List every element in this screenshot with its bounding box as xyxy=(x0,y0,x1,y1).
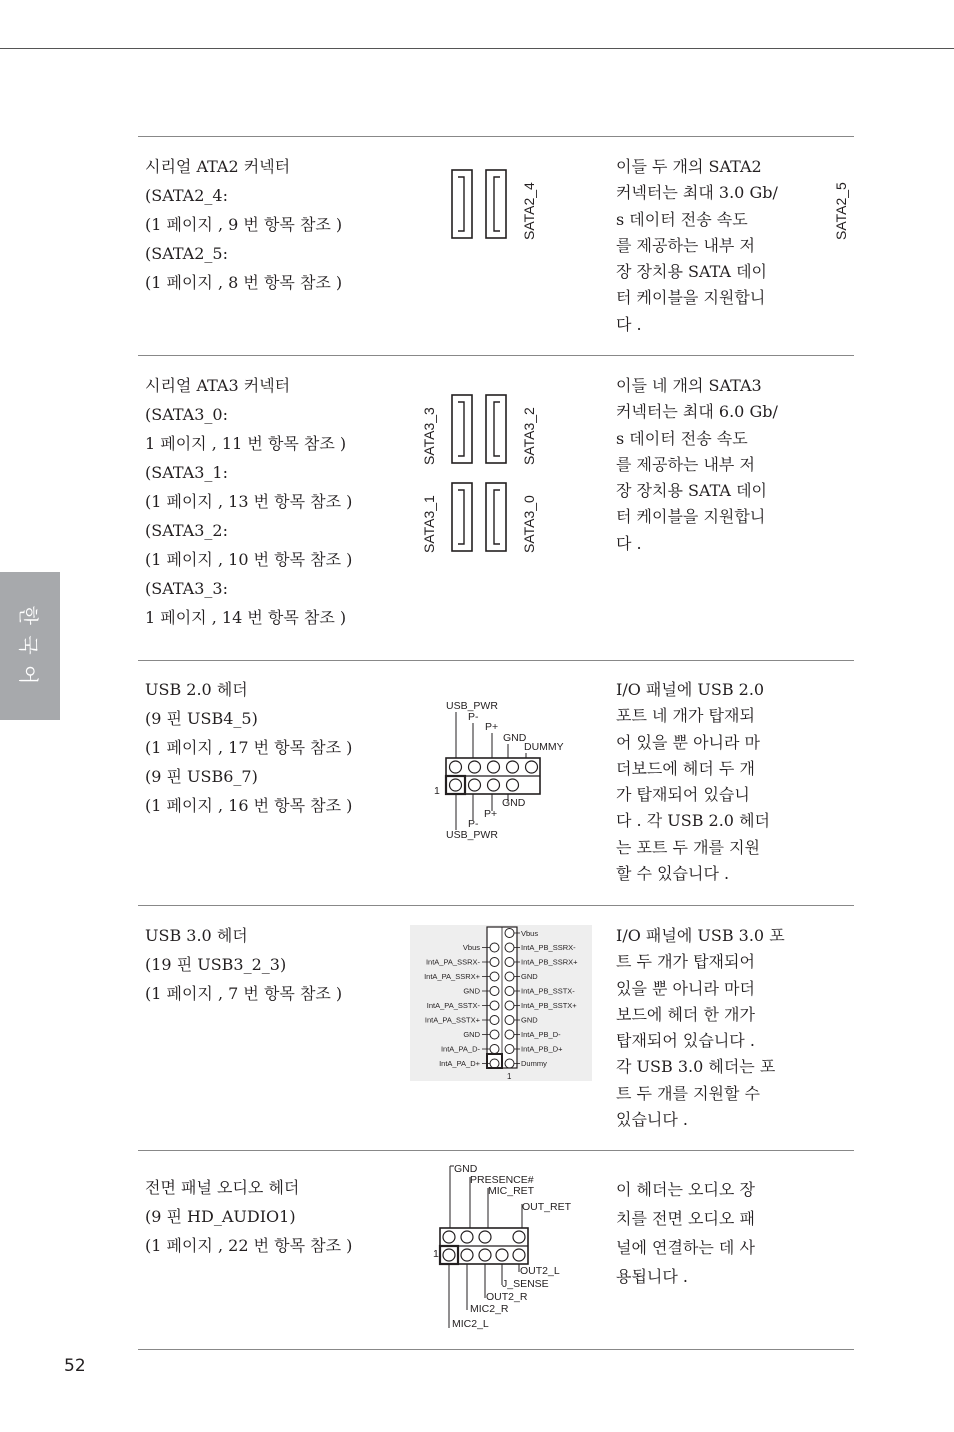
explanation-line: 더보드에 헤더 두 개 xyxy=(616,758,755,778)
description-line: 시리얼 ATA3 커넥터 xyxy=(145,376,291,395)
description-line: (19 핀 USB3_2_3) xyxy=(145,955,287,974)
sata-port-icon xyxy=(486,483,506,551)
sata-port-icon xyxy=(452,395,472,463)
sata3-connector-diagram xyxy=(412,385,542,560)
description-line: (1 페이지 , 13 번 항목 참조 ) xyxy=(145,492,353,511)
connector-label: SATA2_5 xyxy=(833,182,849,240)
connector-label: SATA3_0 xyxy=(521,495,537,553)
description-line: USB 3.0 헤더 xyxy=(145,926,248,945)
explanation-line: 탑재되어 있습니다 . xyxy=(616,1031,755,1051)
description-line: (SATA2_5: xyxy=(145,244,228,263)
pin-label: IntA_PA_SSRX- xyxy=(425,957,480,967)
pin-label: MIC2_R xyxy=(470,1303,509,1315)
explanation-line: 이들 두 개의 SATA2 xyxy=(616,157,762,176)
description-line: (1 페이지 , 9 번 항목 참조 ) xyxy=(145,215,343,234)
pin-label: IntA_PB_SSTX+ xyxy=(521,1001,577,1010)
explanation-line: 이 헤더는 오디오 장 xyxy=(616,1180,755,1199)
explanation-line: 커넥터는 최대 3.0 Gb/ xyxy=(616,183,778,203)
pin-label: GND xyxy=(521,1015,538,1025)
sata-port-icon xyxy=(452,483,472,551)
description-line: (1 페이지 , 17 번 항목 참조 ) xyxy=(145,738,353,757)
pin-label: IntA_PA_D- xyxy=(440,1044,480,1054)
explanation-line: 다 . xyxy=(616,533,642,553)
explanation-line: 다 . xyxy=(616,314,642,334)
pin-label: IntA_PB_SSRX+ xyxy=(521,957,578,967)
description-line: USB 2.0 헤더 xyxy=(145,680,248,699)
sata-port-icon xyxy=(486,170,506,238)
pin-label: IntA_PB_D- xyxy=(521,1030,561,1039)
explanation-line: 터 케이블을 지원합니 xyxy=(616,507,766,527)
pin-label: P+ xyxy=(484,808,498,820)
pin-label: IntA_PB_D+ xyxy=(521,1044,563,1054)
explanation-line: 를 제공하는 내부 저 xyxy=(616,454,755,474)
pin-label: P- xyxy=(468,818,479,830)
explanation-line: 트 두 개를 지원할 수 xyxy=(616,1083,760,1103)
explanation-line: 포트 네 개가 탑재되 xyxy=(616,706,755,726)
explanation-line: 가 탑재되어 있습니 xyxy=(616,785,750,805)
connector-label: SATA2_4 xyxy=(521,182,537,240)
divider xyxy=(138,660,854,661)
section-explanation xyxy=(616,373,801,557)
usb2-header-diagram xyxy=(420,695,580,845)
description-line: (SATA3_1: xyxy=(145,463,228,482)
section-description xyxy=(145,371,405,632)
explanation-line: 커넥터는 최대 6.0 Gb/ xyxy=(616,402,778,422)
description-line: (SATA2_4: xyxy=(145,186,228,205)
sata-port-icon xyxy=(452,170,472,238)
explanation-line: 할 수 있습니다 . xyxy=(616,864,730,884)
pin-label: Vbus xyxy=(521,929,539,938)
explanation-line: 장 장치용 SATA 데이 xyxy=(616,481,767,501)
description-line: (SATA3_2: xyxy=(145,521,228,540)
top-rule xyxy=(0,48,954,49)
explanation-line: 있을 뿐 아니라 마더 xyxy=(616,978,755,998)
pin-label: GND xyxy=(503,732,527,744)
pin-label: OUT2_R xyxy=(486,1291,528,1303)
explanation-line: s 데이터 전송 속도 xyxy=(616,428,748,448)
hd-audio-header-diagram xyxy=(430,1160,580,1335)
page-number: 52 xyxy=(64,1356,86,1376)
side-tab-label: 한 국 어 xyxy=(16,605,41,687)
section-explanation xyxy=(616,154,801,338)
explanation-line: 는 포트 두 개를 지원 xyxy=(616,837,760,857)
section-description xyxy=(145,152,405,297)
divider xyxy=(138,355,854,356)
description-line: 전면 패널 오디오 헤더 xyxy=(145,1178,300,1197)
divider xyxy=(138,136,854,137)
description-line: 1 페이지 , 11 번 항목 참조 ) xyxy=(145,434,347,453)
pin-label: GND xyxy=(521,972,538,981)
connector-label: SATA3_1 xyxy=(421,495,437,553)
pin-label: P+ xyxy=(485,721,499,733)
description-line: (SATA3_3: xyxy=(145,579,228,598)
explanation-line: 다 . 각 USB 2.0 헤더 xyxy=(616,811,770,831)
pin-label: IntA_PA_SSTX+ xyxy=(424,1015,480,1025)
explanation-line: 를 제공하는 내부 저 xyxy=(616,235,755,255)
explanation-line: 용됩니다 . xyxy=(616,1267,688,1286)
description-line: (1 페이지 , 10 번 항목 참조 ) xyxy=(145,550,353,569)
explanation-line: s 데이터 전송 속도 xyxy=(616,209,748,229)
pin1-label: 1 xyxy=(434,785,440,797)
pin-label: USB_PWR xyxy=(446,700,498,712)
pin-label: J_SENSE xyxy=(502,1278,549,1290)
description-line: (9 핀 HD_AUDIO1) xyxy=(145,1207,296,1226)
section-description xyxy=(145,921,405,1008)
description-line: (9 핀 USB6_7) xyxy=(145,767,258,786)
pin-label: Vbus xyxy=(462,943,480,952)
pin-label: GND xyxy=(463,986,480,996)
pin-label: GND xyxy=(502,797,526,809)
pin1-label: 1 xyxy=(433,1248,439,1260)
connector-label: SATA3_3 xyxy=(421,407,437,465)
connector-label: SATA3_2 xyxy=(521,407,537,465)
pin-label: MIC2_L xyxy=(452,1318,489,1330)
pin-label: OUT_RET xyxy=(522,1201,572,1213)
section-explanation xyxy=(616,1175,801,1291)
pin-label: PRESENCE# xyxy=(470,1174,534,1186)
explanation-line: 각 USB 3.0 헤더는 포 xyxy=(616,1057,776,1077)
description-line: (1 페이지 , 22 번 항목 참조 ) xyxy=(145,1236,353,1255)
description-line: (1 페이지 , 16 번 항목 참조 ) xyxy=(145,796,353,815)
explanation-line: 트 두 개가 탑재되어 xyxy=(616,952,755,972)
section-explanation xyxy=(616,923,801,1133)
pin-label: IntA_PB_SSRX- xyxy=(521,943,576,952)
pin-label: IntA_PA_SSRX+ xyxy=(424,972,480,981)
description-line: 시리얼 ATA2 커넥터 xyxy=(145,157,291,176)
description-line: (1 페이지 , 7 번 항목 참조 ) xyxy=(145,984,343,1003)
explanation-line: I/O 패널에 USB 2.0 xyxy=(616,680,765,699)
explanation-line: 널에 연결하는 데 사 xyxy=(616,1238,755,1257)
explanation-line: 있습니다 . xyxy=(616,1110,688,1130)
explanation-line: 치를 전면 오디오 패 xyxy=(616,1209,755,1228)
pin-label: OUT2_L xyxy=(520,1265,560,1277)
explanation-line: 이들 네 개의 SATA3 xyxy=(616,376,762,395)
description-line: (1 페이지 , 8 번 항목 참조 ) xyxy=(145,273,343,292)
description-line: (SATA3_0: xyxy=(145,405,228,424)
pin-label: IntA_PB_SSTX- xyxy=(521,986,575,996)
pin-label: Dummy xyxy=(521,1059,547,1068)
explanation-line: I/O 패널에 USB 3.0 포 xyxy=(616,926,785,945)
divider xyxy=(138,905,854,906)
divider xyxy=(138,1349,854,1350)
section-description xyxy=(145,1173,405,1260)
description-line: (9 핀 USB4_5) xyxy=(145,709,258,728)
pin-label: P- xyxy=(468,711,479,723)
language-side-tab xyxy=(0,572,60,720)
sata-port-icon xyxy=(486,395,506,463)
pin-label: IntA_PA_D+ xyxy=(439,1059,480,1068)
explanation-line: 터 케이블을 지원합니 xyxy=(616,288,766,308)
description-line: 1 페이지 , 14 번 항목 참조 ) xyxy=(145,608,347,627)
pin-label: USB_PWR xyxy=(446,829,498,841)
pin-label: DUMMY xyxy=(524,741,564,753)
pin-label: GND xyxy=(454,1163,478,1175)
explanation-line: 어 있을 뿐 아니라 마 xyxy=(616,732,760,752)
explanation-line: 보드에 헤더 한 개가 xyxy=(616,1004,755,1024)
pin1-label: 1 xyxy=(507,1072,512,1081)
divider xyxy=(138,1150,854,1151)
pin-label: MIC_RET xyxy=(488,1185,535,1197)
pin-label: GND xyxy=(463,1030,480,1039)
section-explanation xyxy=(616,677,801,887)
usb3-header-diagram xyxy=(410,925,592,1081)
explanation-line: 장 장치용 SATA 데이 xyxy=(616,262,767,282)
section-description xyxy=(145,675,405,820)
pin-label: IntA_PA_SSTX- xyxy=(426,1001,480,1010)
